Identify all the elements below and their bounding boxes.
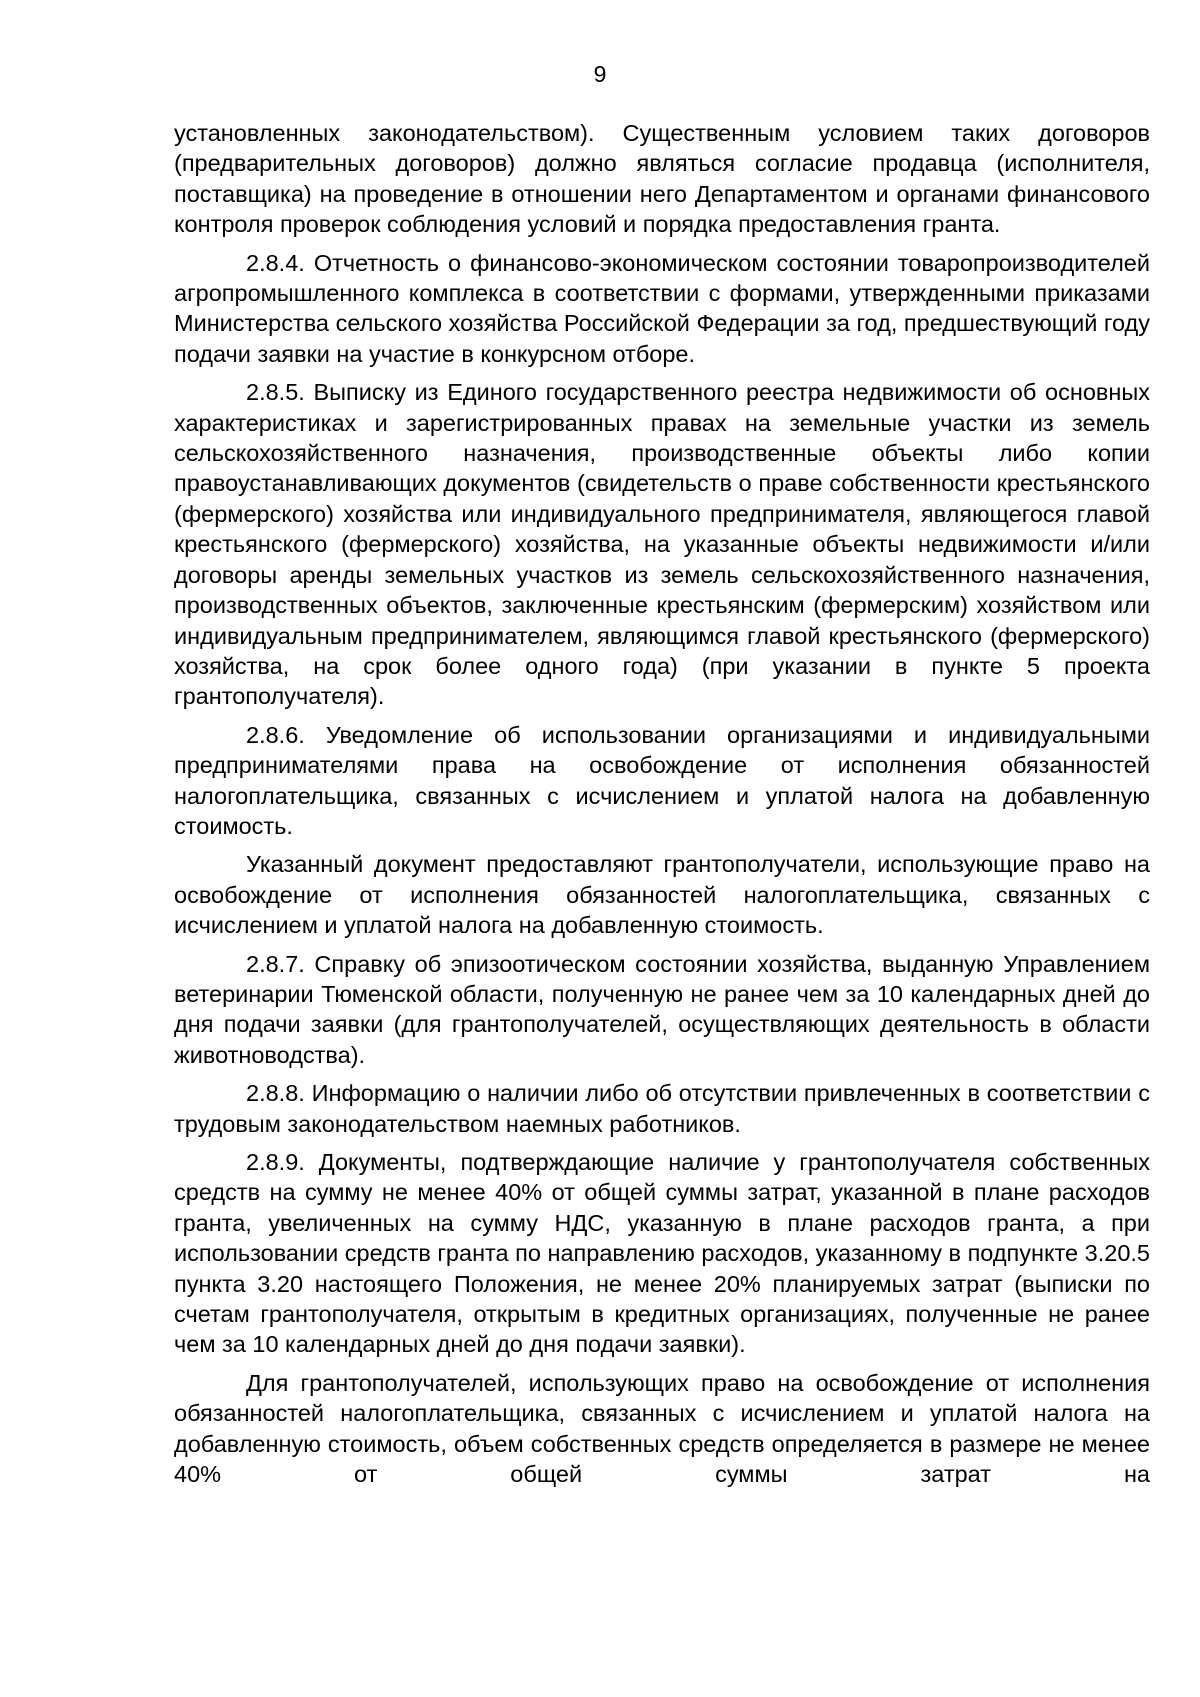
paragraph-2-8-8: 2.8.8. Информацию о наличии либо об отсутствии привлеченных в соответствии с трудовым законодательством наемных работников.: [174, 1080, 1150, 1137]
paragraph-2-8-5: 2.8.5. Выписку из Единого государственного реестра недвижимости об основных характеристиках и зарегистрированных правах на земельные участки из земель сельскохозяйственного назначения, производственные объекты либо копии правоустанавливающих документов (свидетельств о праве собственности крестьянского (фермерского) хозяйства или индивидуального предпринимателя, являющегося главой крестьянского (фермерского) хозяйства, на указанные объекты недвижимости и/или договоры аренды земельных участков из земель сельскохозяйственного назначения, производственных объектов, заключенные крестьянским (фермерским) хозяйством или индивидуальным предпринимателем, являющимся главой крестьянского (фермерского) хозяйства, на срок более одного года) (при указании в пункте 5 проекта грантополучателя).: [174, 379, 1150, 710]
document-body: [174, 118, 1150, 1497]
paragraph-2-8-6-note: Указанный документ предоставляют грантополучатели, использующие право на освобождение от исполнения обязанностей налогоплательщика, связанных с исчислением и уплатой налога на добавленную стоимость.: [174, 851, 1150, 939]
paragraph-continuation: установленных законодательством). Существенным условием таких договоров (предварительных договоров) должно являться согласие продавца (исполнителя, поставщика) на проведение в отношении него Департаментом и органами финансового контроля проверок соблюдения условий и порядка предоставления гранта.: [174, 120, 1150, 238]
paragraph-2-8-7: 2.8.7. Справку об эпизоотическом состоянии хозяйства, выданную Управлением ветеринарии Тюменской области, полученную не ранее чем за 10 календарных дней до дня подачи заявки (для грантополучателей, осуществляющих деятельность в области животноводства).: [174, 950, 1150, 1068]
paragraph-2-8-6: 2.8.6. Уведомление об использовании организациями и индивидуальными предпринимателями права на освобождение от исполнения обязанностей налогоплательщика, связанных с исчислением и уплатой налога на добавленную стоимость.: [174, 721, 1150, 839]
paragraph-2-8-9: 2.8.9. Документы, подтверждающие наличие у грантополучателя собственных средств на сумму не менее 40% от общей суммы затрат, указанной в плане расходов гранта, увеличенных на сумму НДС, указанную в плане расходов гранта, а при использовании средств гранта по направлению расходов, указанному в подпункте 3.20.5 пункта 3.20 настоящего Положения, не менее 20% планируемых затрат (выписки по счетам грантополучателя, открытым в кредитных организациях, полученные не ранее чем за 10 календарных дней до дня подачи заявки).: [174, 1149, 1150, 1358]
paragraph-2-8-9-note: Для грантополучателей, использующих право на освобождение от исполнения обязанностей налогоплательщика, связанных с исчислением и уплатой налога на добавленную стоимость, объем собственных средств определяется в размере не менее 40% от общей суммы затрат на: [174, 1369, 1150, 1488]
page-number: 9: [593, 61, 607, 87]
paragraph-2-8-4: 2.8.4. Отчетность о финансово-экономическом состоянии товаропроизводителей агропромышленного комплекса в соответствии с формами, утвержденными приказами Министерства сельского хозяйства Российской Федерации за год, предшествующий году подачи заявки на участие в конкурсном отборе.: [174, 249, 1150, 367]
